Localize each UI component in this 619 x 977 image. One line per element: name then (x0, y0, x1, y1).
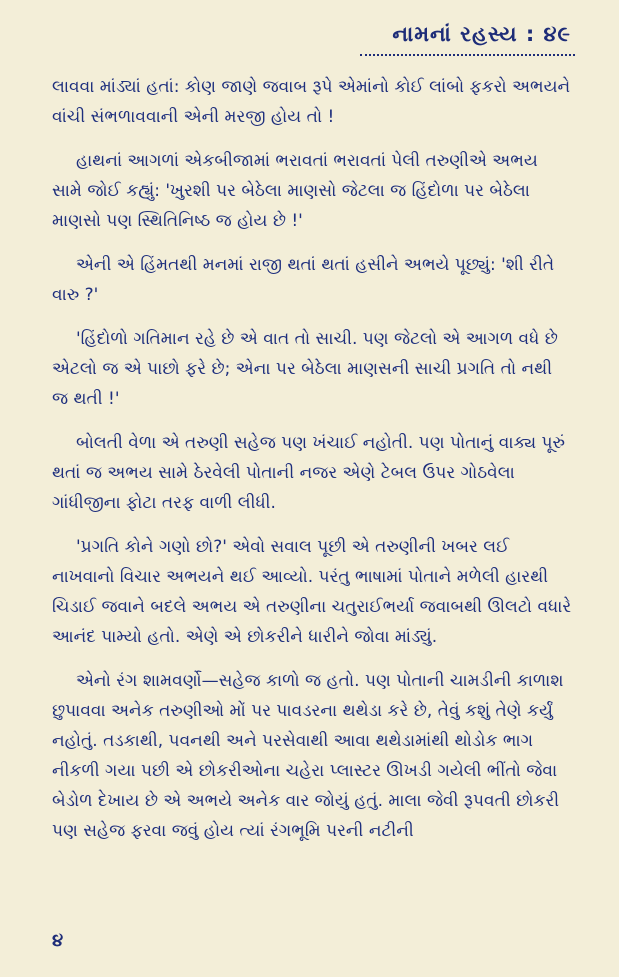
paragraph-6: 'પ્રગતિ કોને ગણો છો?' એવો સવાલ પૂછી એ તરુણીની ખબર લઈ નાખવાનો વિચાર અભયને થઈ આવ્યો. પરંતુ ભાષામાં પોતાને મળેલી હારથી ચિડાઈ જવાને બદલે અભય એ તરુણીના ચતુરાઈભર્યા જવાબથી ઊલટો વધારે આનંદ પામ્યો હતો. એણે એ છોકરીને ધારીને જોવા માંડ્યું. (52, 537, 572, 647)
paragraph-5: બોલતી વેળા એ તરુણી સહેજ પણ ખંચાઈ નહોતી. પણ પોતાનું વાક્ય પૂરું થતાં જ અભય સામે ઠેરવેલી પોતાની નજર એણે ટેબલ ઉપર ગોઠવેલા ગાંધીજીના ફોટા તરફ વાળી લીધી. (52, 433, 565, 513)
signature-mark: ૪ (52, 930, 64, 951)
paragraph-1: લાવવા માંડ્યાં હતાં: કોણ જાણે જવાબ રૂપે એમાંનો કોઈ લાંબો ફકરો અભયને વાંચી સંભળાવવાની એની મરજી હોય તો ! (52, 77, 571, 127)
paragraph-4: 'હિંદોળો ગતિમાન રહે છે એ વાત તો સાચી. પણ જેટલો એ આગળ વધે છે એટલો જ એ પાછો ફરે છે; એના પર બેઠેલા માણસની સાચી પ્રગતિ તો નથી જ થતી !' (52, 329, 558, 409)
paragraph-2: હાથનાં આગળાં એકબીજામાં ભરાવતાં ભરાવતાં પેલી તરુણીએ અભય સામે જોઈ કહ્યું: 'ખુરશી પર બેઠેલા માણસો જેટલા જ હિંદોળા પર બેઠેલા માણસો પણ સ્થિતિનિષ્ઠ જ હોય છે !' (52, 151, 538, 231)
paragraph-7: એનો રંગ શામવર્ણો—સહેજ કાળો જ હતો. પણ પોતાની ચામડીની કાળાશ છુપાવવા અનેક તરુણીઓ મોં પર પાવડરના થથેડા કરે છે, તેવું કશું તેણે કર્યું નહોતું. તડકાથી, પવનથી અને પરસેવાથી આવા થથેડામાંથી થોડોક ભાગ નીકળી ગયા પછી એ છોકરીઓના ચહેરા પ્લાસ્ટર ઊખડી ગયેલી ભીંતો જેવા બેડોળ દેખાય છે એ અભયે અનેક વાર જોયું હતું. માલા જેવી રૂપવતી છોકરી પણ સહેજ ફરવા જવું હોય ત્યાં રંગભૂમિ પરની નટીની (52, 671, 564, 841)
header-rule (360, 54, 575, 56)
page-body (52, 72, 572, 860)
running-head: નામનાં રહસ્ય : ૪૯ (392, 22, 571, 46)
paragraph-3: એની એ હિંમતથી મનમાં રાજી થતાં થતાં હસીને અભયે પૂછ્યું: 'શી રીતે વારુ ?' (52, 255, 555, 305)
